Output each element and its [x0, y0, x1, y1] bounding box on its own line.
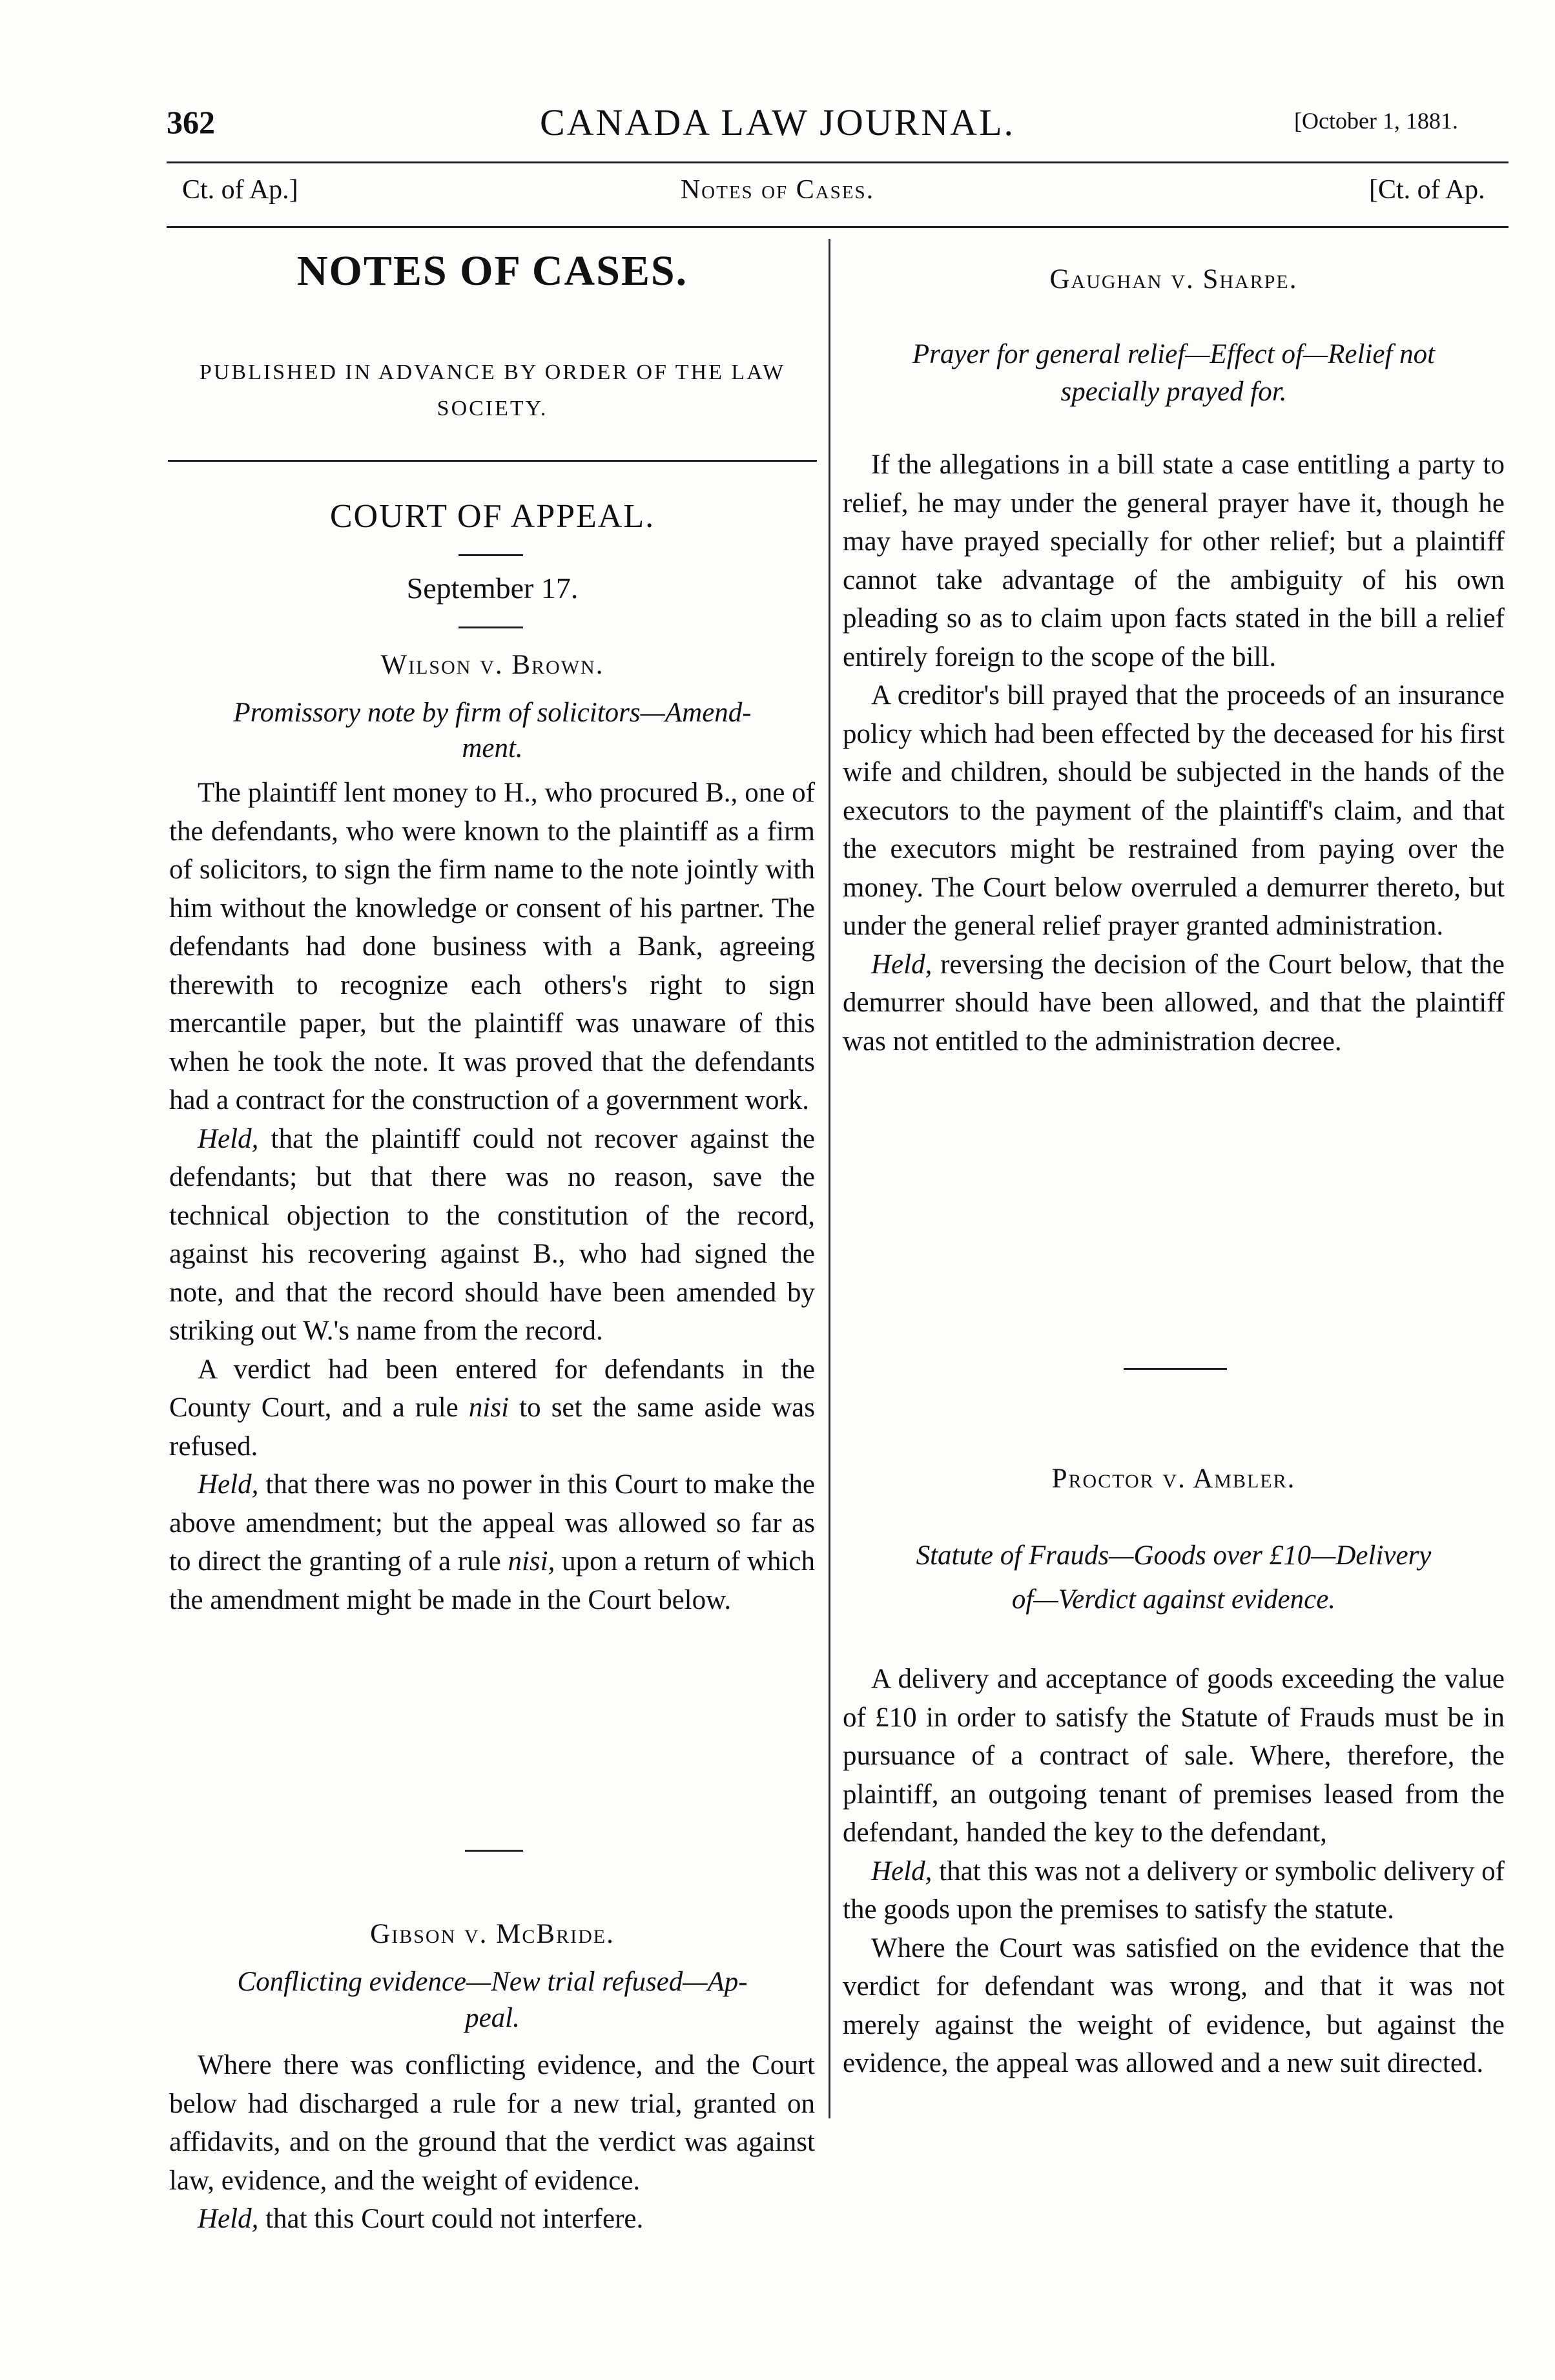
paragraph-text: that there was no power in this Court to make the above amendment; but the appeal was allowed so far as to direct the granting of a rule: [169, 1469, 815, 1577]
journal-title: CANADA LAW JOURNAL.: [539, 101, 1015, 143]
paragraph-text: A verdict had been entered for defendants in the County Court, and a rule: [169, 1354, 815, 1423]
paragraph: If the allegations in a bill state a case entitling a party to relief, he may under the general prayer have it, though he may have prayed specially for other relief; but a plaintiff cannot take advantage of the ambiguity of his own pleading so as to claim upon facts stated in the bill a relief entirely foreign to the scope of the bill.: [843, 450, 1505, 672]
case-body-gaughan: [843, 446, 1505, 1061]
page-number: 362: [167, 104, 215, 140]
held-label: Held,: [871, 949, 932, 980]
catchline-gibson-1: Conflicting evidence—New trial refused—Ap-: [237, 1967, 748, 1997]
subheader-rule: [167, 226, 1509, 228]
held-label: Held,: [871, 1856, 932, 1887]
case-body-proctor: [843, 1660, 1505, 2083]
held-label: Held,: [198, 1123, 259, 1154]
catchline-gibson-2: peal.: [465, 2003, 520, 2033]
case-body-gibson: [169, 2046, 815, 2239]
paragraph: [843, 1852, 1505, 1929]
paragraph: The plaintiff lent money to H., who procured B., one of the defendants, who were known to the plaintiff as a firm of solicitors, to sign the firm name to the note jointly with him without the knowledge or consent of his partner. The defendants had done business with a Bank, agreeing therewith to recognize each others's right to sign mercantile paper, but the plaintiff was unaware of this when he took the note. It was proved that the defendants had a contract for the construction of a government work.: [169, 778, 815, 1115]
section-rule: [168, 460, 817, 462]
held-label: Held,: [198, 2204, 259, 2234]
nisi-term: nisi,: [508, 1546, 555, 1577]
paragraph-text: that this was not a delivery or symbolic delivery of the goods upon the premises to satisfy the statute.: [843, 1856, 1505, 1925]
short-rule: [458, 626, 523, 628]
paragraph: [169, 1120, 815, 1350]
paragraph: A creditor's bill prayed that the proceeds of an insurance policy which had been effected by the deceased for his first wife and children, should be subjected in the hands of the executors to the payment of the plaintiff's claim, and that the executors might be restrained from paying over the money. The Court below overruled a demurrer thereto, but under the general relief prayer granted administration.: [843, 680, 1505, 941]
paragraph: [169, 1465, 815, 1619]
paragraph: A delivery and acceptance of goods exceeding the value of £10 in order to satisfy the Statute of Frauds must be in pursuance of a contract of sale. Where, therefore, the plaintiff, an outgoing tenant of premises leased from the defendant, handed the key to the defendant,: [843, 1664, 1505, 1848]
paragraph: [169, 2200, 815, 2239]
held-label: Held,: [198, 1469, 259, 1500]
paragraph: Where the Court was satisfied on the evidence that the verdict for defendant was wrong, and that it was not merely against the weight of evidence, but against the evidence, the appeal was allowed and a new suit directed.: [843, 1932, 1505, 2078]
case-body-wilson: [169, 774, 815, 1619]
paragraph-text: that this Court could not interfere.: [258, 2204, 644, 2234]
paragraph-text: to set the same aside was refused.: [169, 1392, 815, 1462]
paragraph-text: reversing the decision of the Court below, that the demurrer should have been allowed, and that the plaintiff was not entitled to the administration decree.: [843, 949, 1505, 1057]
section-title: Notes of Cases.: [680, 175, 875, 205]
section-heading: NOTES OF CASES.: [296, 247, 688, 295]
catchline-proctor-1: Statute of Frauds—Goods over £10—Delivery: [916, 1540, 1432, 1571]
case-title-proctor: Proctor v. Ambler.: [1051, 1464, 1296, 1494]
court-label-right: [Ct. of Ap.: [1369, 175, 1485, 205]
published-notice-line1: PUBLISHED IN ADVANCE BY ORDER OF THE LAW: [199, 360, 786, 384]
paragraph: [843, 946, 1505, 1061]
paragraph-text: that the plaintiff could not recover against the defendants; but that there was no reason, save the technical objection to the constitution of the record, against his recovering against B., who had signed the note, and that the record should have been amended by striking out W.'s name from the record.: [169, 1123, 815, 1346]
paragraph: [169, 1350, 815, 1466]
header-rule: [167, 161, 1509, 163]
nisi-term: nisi: [468, 1392, 510, 1423]
case-separator: [465, 1850, 523, 1852]
catchline-wilson-2: ment.: [462, 733, 523, 763]
case-separator: [1124, 1368, 1227, 1370]
catchline-gaughan-2: specially prayed for.: [1060, 377, 1287, 407]
column-divider: [829, 239, 830, 2118]
case-title-gibson: Gibson v. McBride.: [370, 1919, 615, 1949]
court-heading: COURT OF APPEAL.: [329, 498, 655, 535]
paragraph: Where there was conflicting evidence, and the Court below had discharged a rule for a new trial, granted on affidavits, and on the ground that the verdict was against law, evidence, and the weight of evidence.: [169, 2050, 815, 2196]
court-label-left: Ct. of Ap.]: [182, 175, 298, 205]
case-title-gaughan: Gaughan v. Sharpe.: [1049, 264, 1298, 295]
catchline-wilson-1: Promissory note by firm of solicitors—Amend-: [233, 698, 752, 728]
sitting-date: September 17.: [406, 572, 579, 605]
catchline-proctor-2: of—Verdict against evidence.: [1011, 1584, 1336, 1615]
paragraph-text: upon a return of which the amendment might be made in the Court below.: [169, 1546, 815, 1615]
issue-date: [October 1, 1881.: [1294, 108, 1458, 134]
catchline-gaughan-1: Prayer for general relief—Effect of—Relief not: [912, 339, 1436, 369]
case-title-wilson: Wilson v. Brown.: [380, 650, 604, 680]
published-notice-line2: SOCIETY.: [437, 397, 548, 420]
short-rule: [458, 554, 523, 556]
